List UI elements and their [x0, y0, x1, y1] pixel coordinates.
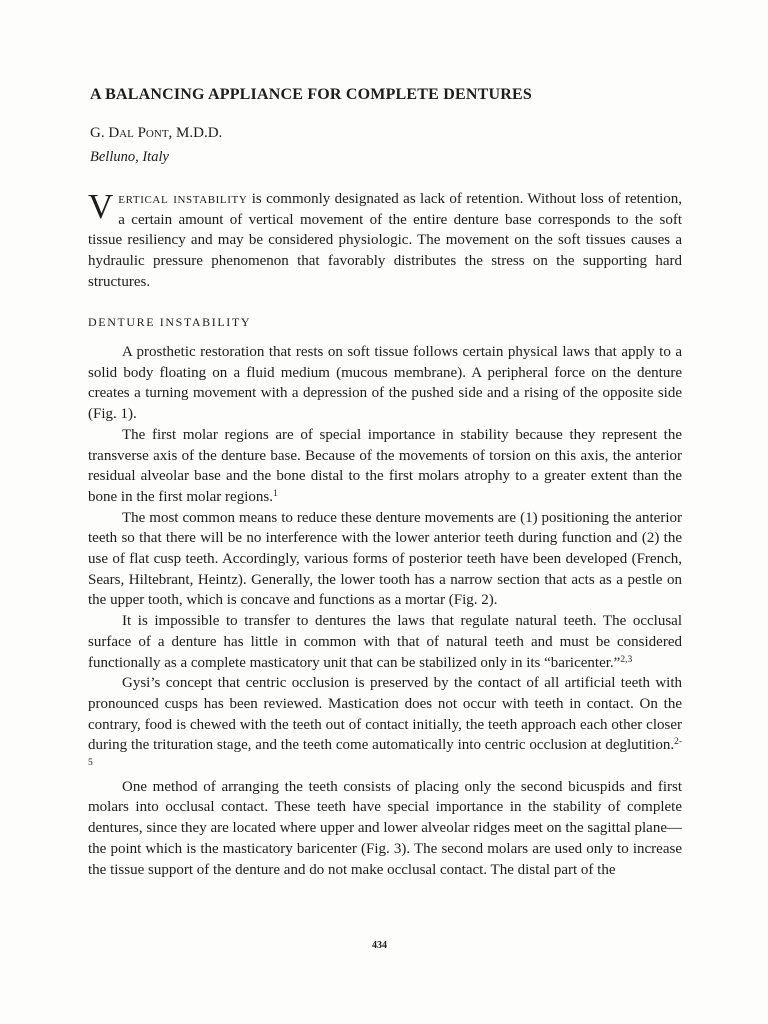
- author-initial: G.: [90, 125, 105, 141]
- body-paragraph: [88, 673, 682, 777]
- intro-paragraph: [88, 189, 682, 293]
- author-surname: Dal Pont: [108, 125, 169, 141]
- author-line: [90, 125, 222, 142]
- drop-cap: V: [88, 187, 114, 226]
- author-degree: , M.D.D.: [168, 125, 223, 141]
- reference-superscript: 2-5: [88, 737, 682, 769]
- paragraph-text: It is impossible to transfer to dentures the laws that regulate natural teeth. The occlusal surface of a denture has little in common with that of natural teeth and must be considered functionally as a complete masticatory unit that can be stabilized only in its “baricenter.”: [88, 613, 682, 671]
- reference-superscript: 1: [272, 488, 278, 499]
- body-paragraph: [88, 425, 682, 508]
- section-body: [88, 342, 682, 880]
- intro-text: is commonly designated as lack of retention. Without loss of retention, a certain amount of vertical movement of the entire denture base corresponds to the soft tissue resiliency and may be considered physiologic. The movement on the soft tissues causes a hydraulic pressure phenomenon that favorably distributes the stress on the supporting hard structures.: [88, 191, 682, 290]
- paragraph-text: The most common means to reduce these denture movements are (1) positioning the anterior teeth so that there will be no interference with the lower anterior teeth during function and (2) the use of flat cusp teeth. Accordingly, various forms of posterior teeth have been developed (French, Sears, Hiltebrant, Heintz). Generally, the lower tooth has a narrow section that acts as a pestle on the upper tooth, which is concave and functions as a mortar (Fig. 2).: [88, 509, 682, 609]
- page-number: 434: [372, 940, 387, 951]
- body-paragraph: [88, 342, 682, 425]
- body-paragraph: [88, 508, 682, 612]
- paragraph-text: The first molar regions are of special importance in stability because they represent the transverse axis of the denture base. Because of the movements of torsion on this axis, the anterior residual alveolar base and the bone distal to the first molars atrophy to a greater extent than the bone in the first molar regions.: [88, 426, 682, 505]
- intro-lead-in: ertical instability: [118, 191, 248, 207]
- body-paragraph: [88, 777, 682, 881]
- paragraph-text: One method of arranging the teeth consists of placing only the second bicuspids and first molars into occlusal contact. These teeth have special importance in the stability of complete dentures, since they are located where upper and lower alveolar ridges meet on the sagittal plane—the point which is the masticatory baricenter (Fig. 3). The second molars are used only to increase the tissue support of the denture and do not make occlusal contact. The distal part of the: [88, 778, 682, 878]
- paragraph-text: A prosthetic restoration that rests on soft tissue follows certain physical laws that apply to a solid body floating on a fluid medium (mucous membrane). A peripheral force on the denture creates a turning movement with a depression of the pushed side and a rising of the opposite side (Fig. 1).: [88, 344, 682, 423]
- section-heading: DENTURE INSTABILITY: [88, 315, 252, 329]
- author-affiliation: Belluno, Italy: [90, 149, 169, 165]
- article-title: A BALANCING APPLIANCE FOR COMPLETE DENTURES: [90, 86, 532, 103]
- paragraph-text: Gysi’s concept that centric occlusion is preserved by the contact of all artificial teeth with pronounced cusps has been reviewed. Mastication does not occur with teeth in contact. On the contrary, food is chewed with the teeth out of contact initially, the teeth approach each other closer during the trituration stage, and the teeth come automatically into centric occlusion at deglutition.: [88, 675, 682, 754]
- reference-superscript: 2,3: [620, 654, 633, 665]
- body-paragraph: [88, 611, 682, 673]
